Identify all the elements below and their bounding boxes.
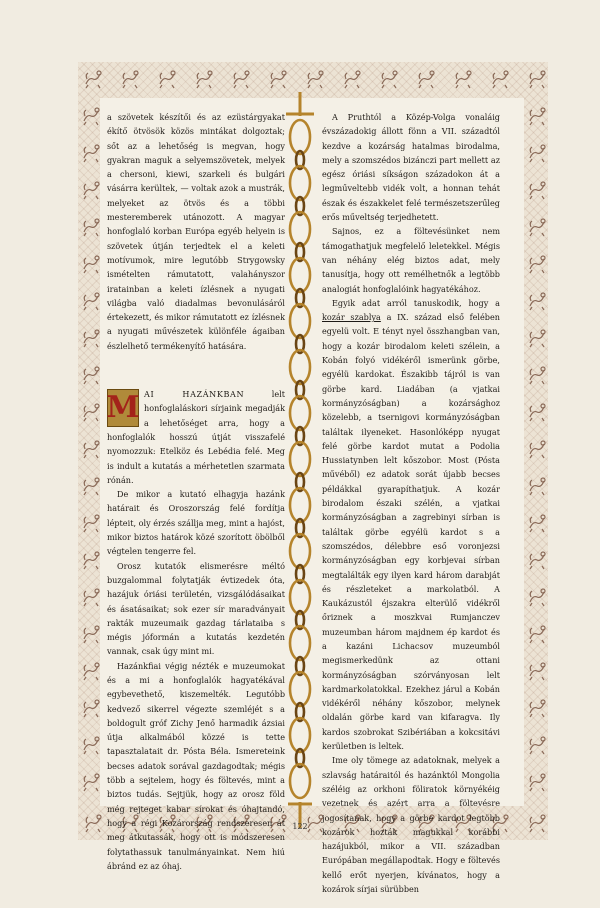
- chain-link-icon: [290, 442, 310, 476]
- chain-link-icon: [290, 166, 310, 200]
- border-motif-icon: [230, 68, 252, 90]
- border-motif-icon: [526, 105, 548, 127]
- paragraph-with-initial: [107, 387, 285, 487]
- border-motif-icon: [415, 68, 437, 90]
- paragraph: Sajnos, ez a föltevésünket nem támogathatjuk megfelelő leletekkel. Mégis van néhány elég biztos adat, mely tanusítja, hogy ott remélhetnők a legtöbb analogiát honfoglalóink hagyatékához.: [322, 226, 500, 294]
- border-motif-icon: [526, 549, 548, 571]
- border-motif-icon: [526, 771, 548, 793]
- border-motif-icon: [80, 253, 102, 275]
- border-motif-icon: [526, 179, 548, 201]
- paragraph: De mikor a kutató elhagyja hazánk határait és Oroszország felé fordítja lépteit, oly érzés szállja meg, mint a hajóst, mikor biztos határok közé szorított öbölből végtelen tengerre fel.: [107, 489, 285, 557]
- border-motif-icon: [526, 512, 548, 534]
- chain-link-icon: [290, 626, 310, 660]
- border-motif-icon: [80, 586, 102, 608]
- left-column: [107, 110, 285, 873]
- border-motif-icon: [526, 660, 548, 682]
- page-number: 122: [292, 822, 308, 831]
- border-motif-icon: [80, 327, 102, 349]
- border-motif-icon: [526, 623, 548, 645]
- border-motif-icon: [80, 475, 102, 497]
- border-motif-icon: [526, 697, 548, 719]
- border-motif-icon: [80, 623, 102, 645]
- border-motif-icon: [526, 364, 548, 386]
- border-motif-icon: [156, 68, 178, 90]
- underlined-term: kozár szablya: [322, 312, 381, 323]
- chain-link-icon: [290, 488, 310, 522]
- border-motif-icon: [526, 586, 548, 608]
- border-motif-icon: [341, 68, 363, 90]
- paragraph: Hazánkfiai végig nézték e muzeumokat és a mi a honfoglalók hagyatékával egybevethető, kiszemelték. Legutóbb kedvező sikerrel végezte szemléjét s a boldogult gróf Zichy Jenő harmadik ázsiai útja alkalmából közzé is tette tapasztalatait dr. Pósta Béla. Ismereteink becses adatok sorával gazdagodtak; mégis több a sejtelem, hogy és föltevés, mint a biztos tudás. Sejtjük, hogy az orosz föld még rejteget kabar sírokat és óhajtandó, hogy a régi Kozárország rendszeresen át meg átkutassák, hogy ott is módszeresen folytathassuk tanulmányainkat. Nem hiú ábránd ez az óhaj.: [107, 660, 285, 871]
- border-motif-icon: [526, 142, 548, 164]
- chain-link-icon: [290, 304, 310, 338]
- chain-link-icon: [290, 580, 310, 614]
- paragraph: a szövetek készítői és az ezüstárgyakat ékítő ötvösök közös mintákat dolgoztak; sőt az a lehetőség is megvan, hogy gyakran maguk a selyemszövetek, melyek a chersoni, kiewi, szarkeli és bulgári vásárra kerültek, — voltak azok a mustrák, melyeket az ötvös és a többi mesteremberek utánozott. A magyar honfoglaló korban Európa egyéb helyein is szövetek útján terjedtek el a keleti motívumok, mire legutóbb Strygowsky ismételten rámutatott, valahányszor iratainban a keleti ízlésnek a nyugati világba való diadalmas bevonulásáról értekezett, és mikor rámutatott ez ízlésnek a nyugati művészetek különféle ágaiban észlelhető termékenyítő hatására.: [107, 112, 285, 351]
- chain-link-icon: [290, 258, 310, 292]
- chain-link-icon: [290, 350, 310, 384]
- border-motif-icon: [378, 68, 400, 90]
- paragraph: [322, 296, 500, 754]
- chain-link-icon: [290, 534, 310, 568]
- paragraph: Ime oly tömege az adatoknak, melyek a szlavság határaitól és hazánktól Mongolia széléig az orkhoni föliratok környékéig vezetnek és azért arra a föltevésre jogosítanak, hogy a görbe kardot legtöbb kozárok hozták magukkal korábbi hazájukból, mikor a VII. században Európában megállapodtak. Hogy e föltevés kellő erőt nyerjen, kívánatos, hogy a kozárok sírjai sürübben: [322, 755, 500, 895]
- paragraph-text: a IX. század első felében egyelü volt. E tényt nyel összhangban van, hogy a kozár birodalom keleti szélein, a Kobán folyó vidékéről ismerünk görbe, egyélü kardokat. Északibb tájról is van görbe kard. Liadában (a vjatkai kormányzóságban) a kozársághoz közelebb, a tsernigovi kormányzóságban találtak ilyeneket. Hasonlóképp nyugat felé görbe kardot mutat a Podolia Hussiatynben lelt kőszobor. Most (Pósta művéből) ez adatok sorát újabb becses példákkal gyarapíthatjuk. A kozár birodalom északi szélén, a vjatkai kormányzóságban a zagrebinyi sírban is találtak görbe egyélü kardot s a szomszédos, délebbre eső voronjezsi kormányzóságban egy korbjevai sírban megtalálták egy ilyen kard három darabját és részleteket a markolatból. A Kaukázustól éjszakra elterülő vidékről őriznek a moszkvai Rumjanczev muzeumban három majdnem ép kardot és a kazáni Lichacsov muzeumból megismerkedünk az ottani kormányzóságban szórványosan lelt kardmarkolatokkal. Ezekhez járul a Kobán vidékéről néhány kőszobor, melynek oldalán görbe kard van kifaragva. Ily kardos szobrokat Szibériában a kokcsitávi kerületben is leltek.: [322, 312, 500, 752]
- opening-caps: AI HAZÁNKBAN: [144, 389, 245, 400]
- border-motif-icon: [526, 327, 548, 349]
- border-motif-icon: [80, 290, 102, 312]
- border-motif-icon: [526, 438, 548, 460]
- border-motif-icon: [526, 401, 548, 423]
- chain-link-icon: [290, 764, 310, 798]
- border-motif-icon: [526, 475, 548, 497]
- border-motif-icon: [526, 734, 548, 756]
- chain-link-icon: [290, 718, 310, 752]
- border-motif-icon: [489, 68, 511, 90]
- border-motif-icon: [80, 216, 102, 238]
- border-motif-icon: [526, 68, 548, 90]
- paragraph-text: lelt honfoglaláskori sírjaink megadják a lehetőséget arra, hogy a honfoglalók hosszú útját visszafelé nyomozzuk: Etelköz és Lebédia felé. Meg is indult a kutatás a mérhetetlen szarmata rónán.: [107, 389, 285, 485]
- border-motif-icon: [82, 68, 104, 90]
- illuminated-initial-icon: [107, 389, 139, 427]
- paragraph: Orosz kutatók elismerésre méltó buzgalommal folytatják évtizedek óta, hazájuk óriási területén, vizsgálódásaikat és ásatásaikat; sok ezer sír maradványait rakták muzeumaik gazdag tárlataiba s mégis jóformán a kutatás kezdetén vannak, csak úgy mint mi.: [107, 560, 285, 657]
- border-motif-icon: [80, 512, 102, 534]
- border-motif-icon: [193, 68, 215, 90]
- chain-link-icon: [290, 396, 310, 430]
- border-motif-icon: [80, 105, 102, 127]
- border-motif-icon: [452, 68, 474, 90]
- border-motif-icon: [526, 216, 548, 238]
- paragraph-text: Egyik adat arról tanuskodik, hogy a: [332, 297, 500, 308]
- chain-divider-icon: [282, 86, 318, 832]
- border-motif-icon: [526, 290, 548, 312]
- chain-link-icon: [290, 672, 310, 706]
- border-motif-icon: [80, 438, 102, 460]
- border-motif-icon: [80, 401, 102, 423]
- chain-link-icon: [290, 212, 310, 246]
- border-motif-icon: [526, 253, 548, 275]
- initial-letter: M: [106, 389, 140, 425]
- paragraph: A Pruthtól a Közép-Volga vonaláig évszázadokig állott fönn a VII. századtól kezdve a kozárság hatalmas birodalma, mely a szomszédos bizánczi part mellett az egész óriási síkságon századokon át a legműveltebb vidék volt, a honnan tehát észak és északkelet felé természetszerűleg erős műveltség terjedhetett.: [322, 112, 500, 223]
- border-motif-icon: [80, 364, 102, 386]
- border-motif-icon: [80, 697, 102, 719]
- right-column: [322, 110, 500, 896]
- border-motif-icon: [80, 734, 102, 756]
- border-motif-icon: [80, 549, 102, 571]
- border-motif-icon: [80, 660, 102, 682]
- border-motif-icon: [80, 142, 102, 164]
- border-motif-icon: [119, 68, 141, 90]
- border-motif-icon: [80, 771, 102, 793]
- chain-link-icon: [290, 120, 310, 154]
- border-motif-icon: [80, 179, 102, 201]
